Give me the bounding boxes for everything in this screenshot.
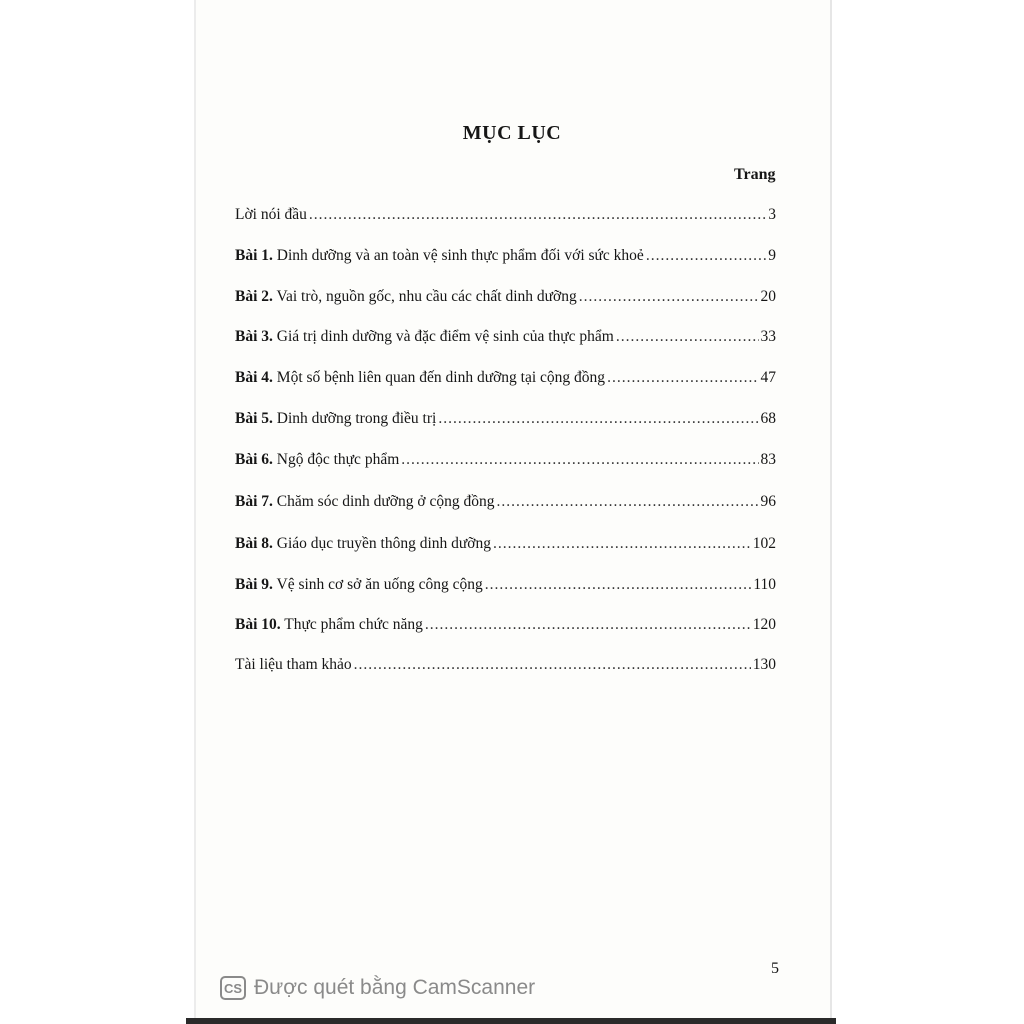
toc-entry-page: 83 bbox=[760, 451, 776, 468]
toc-entry-label: Bài 6. Ngộ độc thực phẩm bbox=[235, 451, 400, 468]
dot-leader bbox=[493, 535, 751, 553]
toc-entry-page: 20 bbox=[760, 288, 776, 305]
toc-entry-label: Lời nói đầu bbox=[235, 206, 307, 223]
toc-entry-page: 130 bbox=[752, 656, 776, 673]
dot-leader bbox=[354, 656, 751, 674]
toc-entry bbox=[235, 410, 776, 428]
toc-entry bbox=[235, 493, 776, 511]
toc-entry-page: 120 bbox=[752, 616, 776, 633]
toc-entry-page: 33 bbox=[760, 328, 776, 345]
toc-entry-label: Bài 3. Giá trị dinh dưỡng và đặc điểm vệ sinh của thực phẩm bbox=[235, 328, 614, 345]
toc-entry-label: Bài 7. Chăm sóc dinh dưỡng ở cộng đồng bbox=[235, 493, 495, 510]
toc-entry-label: Tài liệu tham khảo bbox=[235, 656, 352, 673]
dot-leader bbox=[401, 451, 758, 469]
dot-leader bbox=[579, 288, 759, 306]
toc-entry-page: 68 bbox=[760, 410, 776, 427]
page-number: 5 bbox=[771, 960, 779, 977]
dot-leader bbox=[438, 410, 758, 428]
toc-entry-page: 9 bbox=[768, 247, 776, 264]
toc-entry-label: Bài 8. Giáo dục truyền thông dinh dưỡng bbox=[235, 535, 491, 552]
toc-entry bbox=[235, 247, 776, 265]
toc-entry-label: Bài 5. Dinh dưỡng trong điều trị bbox=[235, 410, 437, 427]
toc-entry-label: Bài 10. Thực phẩm chức năng bbox=[235, 616, 423, 633]
toc-entry-page: 96 bbox=[760, 493, 776, 510]
dot-leader bbox=[425, 616, 751, 634]
toc-entry bbox=[235, 656, 776, 674]
toc-entry-page: 110 bbox=[753, 576, 776, 593]
toc-entry-page: 102 bbox=[752, 535, 776, 552]
toc-entry-label: Bài 9. Vệ sinh cơ sở ăn uống công cộng bbox=[235, 576, 483, 593]
toc-entry-page: 47 bbox=[760, 369, 776, 386]
toc-entry bbox=[235, 451, 776, 469]
toc-entry bbox=[235, 535, 776, 553]
toc-entry bbox=[235, 616, 776, 634]
toc-entry bbox=[235, 576, 776, 594]
toc-entry bbox=[235, 328, 776, 346]
toc-entry bbox=[235, 288, 776, 306]
page-column-header: Trang bbox=[734, 166, 776, 183]
toc-entry bbox=[235, 369, 776, 387]
dot-leader bbox=[607, 369, 758, 387]
toc-entry-label: Bài 1. Dinh dưỡng và an toàn vệ sinh thực phẩm đối với sức khoẻ bbox=[235, 247, 644, 264]
dot-leader bbox=[646, 247, 766, 265]
toc-entry-page: 3 bbox=[768, 206, 776, 223]
toc-entry-label: Bài 2. Vai trò, nguồn gốc, nhu cầu các chất dinh dưỡng bbox=[235, 288, 577, 305]
dot-leader bbox=[496, 493, 758, 511]
toc-entry-label: Bài 4. Một số bệnh liên quan đến dinh dưỡng tại cộng đồng bbox=[235, 369, 606, 386]
camscanner-logo-icon: CS bbox=[220, 976, 246, 1000]
dot-leader bbox=[485, 576, 752, 594]
camscanner-watermark bbox=[220, 976, 535, 1000]
dot-leader bbox=[309, 206, 766, 224]
toc-entry bbox=[235, 206, 776, 224]
dot-leader bbox=[616, 328, 759, 346]
watermark-text: Được quét bằng CamScanner bbox=[254, 976, 536, 999]
page-title: MỤC LỤC bbox=[462, 122, 562, 144]
